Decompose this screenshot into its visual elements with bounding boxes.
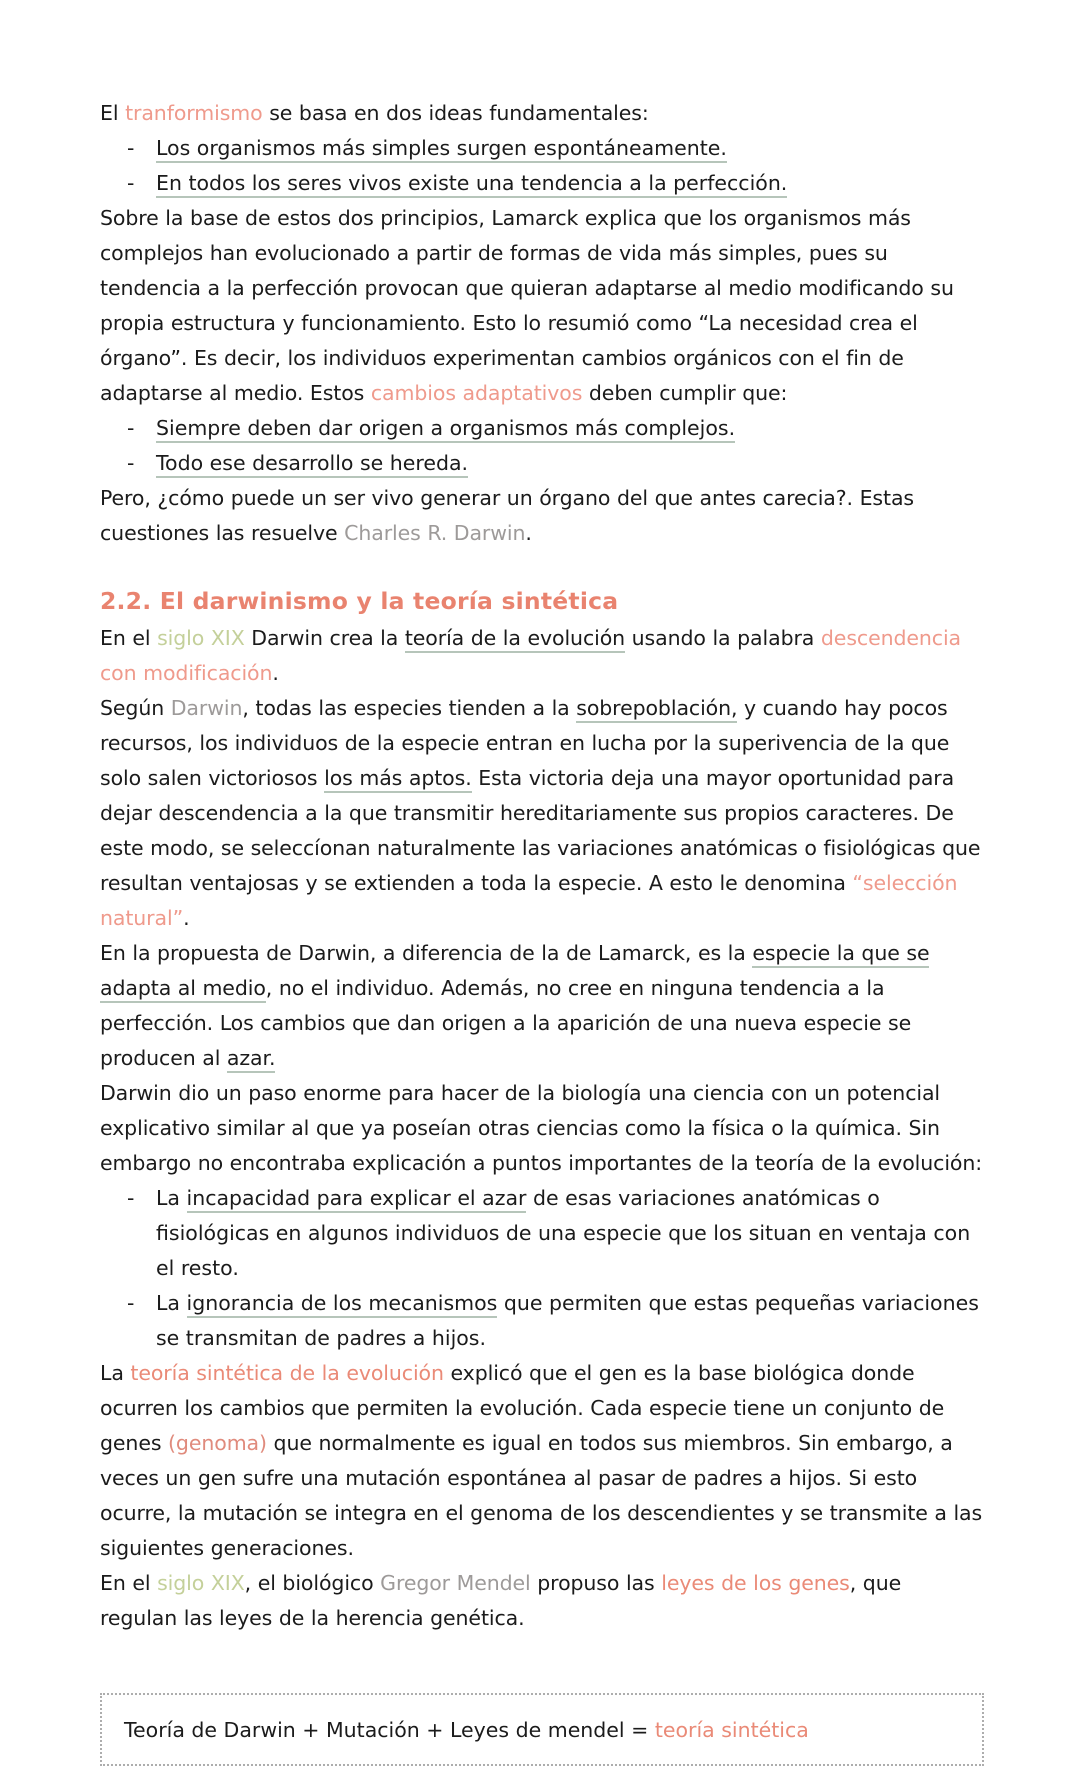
list-item-post: que permiten que estas pequeñas variaciones se transmitan de padres a hijos. [156,1291,979,1350]
mendel-p3: propuso las [530,1571,662,1595]
propuesta-p1: En la propuesta de Darwin, a diferencia de la de Lamarck, es la [100,941,753,965]
bullet-dash-icon: - [127,171,135,195]
mendel-p1: En el [100,1571,158,1595]
term-descendencia-modificacion: descendencia con modificación [100,626,962,685]
underlined-incapacidad-azar: incapacidad para explicar el azar [187,1186,527,1213]
teoria-sintetica-paragraph [100,1356,984,1566]
bullet-dash-icon: - [127,1186,135,1210]
bullet-dash-icon: - [127,1291,135,1315]
underlined-sobrepoblacion: sobrepoblación, [576,696,737,723]
page-title: 2.2. El darwinismo y la teoría sintética [100,587,619,615]
term-seleccion-natural: “selección natural” [100,871,958,930]
term-siglo-xix: siglo XIX [157,626,245,650]
bullet-dash-icon: - [127,416,135,440]
term-siglo-xix: siglo XIX [157,1571,245,1595]
propuesta-p2: , no el individuo. Además, no cree en ninguna tendencia a la perfección. Los cambios que dan origen a la aparición de una nueva especie se producen al [100,976,912,1070]
list-item [100,1181,984,1286]
bullet-dash-icon: - [127,451,135,475]
term-leyes-de-los-genes: leyes de los genes [661,1571,850,1595]
darwin-intro-p2: Darwin crea la [244,626,405,650]
term-tranformismo: tranformismo [125,101,263,125]
list-item-pre: La [156,1291,187,1315]
document-content [100,96,984,1766]
list-item [100,446,984,481]
sobre-p5: . [183,906,190,930]
term-genoma: (genoma) [168,1431,267,1455]
list-item [100,1286,984,1356]
lamarck-part-2: deben cumplir que: [582,381,788,405]
propuesta-paragraph [100,936,984,1076]
list-item-post: de esas variaciones anatómicas o fisiológicas en algunos individuos de una especie que los situan en ventaja con el resto. [156,1186,971,1280]
intro-pre: El [100,101,126,125]
sobre-p4: Esta victoria deja una mayor oportunidad para dejar descendencia a la que transmitir hereditariamente sus propios caracteres. De este modo, se seleccíonan naturalmente las variaciones anatómicas o fisiológicas que resultan ventajosas y se extienden a toda la especie. A esto le denomina [100,766,981,895]
list-item [100,411,984,446]
intro-post: se basa en dos ideas fundamentales: [262,101,649,125]
underlined-especie-adapta: especie la que se adapta al medio [100,941,929,1003]
mendel-p2: , el biológico [244,1571,381,1595]
question-paragraph [100,481,984,551]
underlined-ignorancia-mecanismos: ignorancia de los mecanismos [187,1291,498,1318]
mendel-paragraph [100,1566,984,1636]
darwin-intro-p1: En el [100,626,158,650]
list-cambios-adaptativos [100,411,984,481]
list-item [100,166,984,201]
darwin-intro-p3: usando la palabra [625,626,821,650]
list-item-label: Todo ese desarrollo se hereda. [156,451,468,478]
formula-callout-box [100,1693,984,1766]
term-teoria-sintetica-evolucion: teoría sintética de la evolución [130,1361,444,1385]
list-item-label: Los organismos más simples surgen espontáneamente. [156,136,727,163]
bullet-dash-icon: - [127,136,135,160]
formula-plain: Teoría de Darwin + Mutación + Leyes de mendel = [124,1718,655,1742]
sobre-p3: y cuando hay pocos recursos, los individuos de la especie entran en lucha por la superivencia de la que solo salen victoriosos [100,696,950,790]
formula-highlight: teoría sintética [654,1718,809,1742]
sintetica-p3: que normalmente es igual en todos sus miembros. Sin embargo, a veces un gen sufre una mutación espontánea al pasar de padres a hijos. Si esto ocurre, la mutación se integra en el genoma de los descendientes y se transmite a las siguientes generaciones. [100,1431,983,1560]
sobre-p1: Según [100,696,171,720]
darwin-intro-paragraph [100,621,984,691]
lamarck-paragraph [100,201,984,411]
list-item-pre: La [156,1186,187,1210]
mendel-p4: , que regulan las leyes de la herencia genética. [100,1571,902,1630]
sintetica-p1: La [100,1361,131,1385]
underlined-azar: azar. [227,1046,275,1073]
list-puntos-importantes [100,1181,984,1356]
question-part-1: Pero, ¿cómo puede un ser vivo generar un órgano del que antes carecia?. Estas cuestiones las resuelve [100,486,914,545]
lamarck-part-1: Sobre la base de estos dos principios, Lamarck explica que los organismos más complejos han evolucionado a partir de formas de vida más simples, pues su tendencia a la perfección provocan que quieran adaptarse al medio modificando su propia estructura y funcionamiento. Esto lo resumió como “La necesidad crea el órgano”. Es decir, los individuos experimentan cambios orgánicos con el fin de adaptarse al medio. Estos [100,206,954,405]
term-gregor-mendel: Gregor Mendel [380,1571,531,1595]
list-item [100,131,984,166]
intro-paragraph [100,96,984,131]
sobre-p2: , todas las especies tienden a la [242,696,577,720]
underlined-teoria-evolucion: teoría de la evolución [405,626,625,653]
spacer [100,1636,984,1693]
sobrepoblacion-paragraph [100,691,984,936]
term-darwin: Darwin [170,696,243,720]
formula-text [124,1716,960,1744]
term-cambios-adaptativos: cambios adaptativos [370,381,583,405]
list-two-ideas [100,131,984,201]
paso-enorme-paragraph: Darwin dio un paso enorme para hacer de la biología una ciencia con un potencial explicativo similar al que ya poseían otras ciencias como la física o la química. Sin embargo no encontraba explicación a puntos importantes de la teoría de la evolución: [100,1081,983,1175]
underlined-los-mas-aptos: los más aptos. [324,766,472,793]
term-charles-darwin: Charles R. Darwin [344,521,526,545]
spacer [100,551,984,581]
darwin-intro-p4: . [272,661,279,685]
list-item-label: En todos los seres vivos existe una tendencia a la perfección. [156,171,787,198]
sintetica-p2: explicó que el gen es la base biológica donde ocurren los cambios que permiten la evolución. Cada especie tiene un conjunto de genes [100,1361,945,1455]
question-part-2: . [525,521,532,545]
list-item-label: Siempre deben dar origen a organismos más complejos. [156,416,735,443]
